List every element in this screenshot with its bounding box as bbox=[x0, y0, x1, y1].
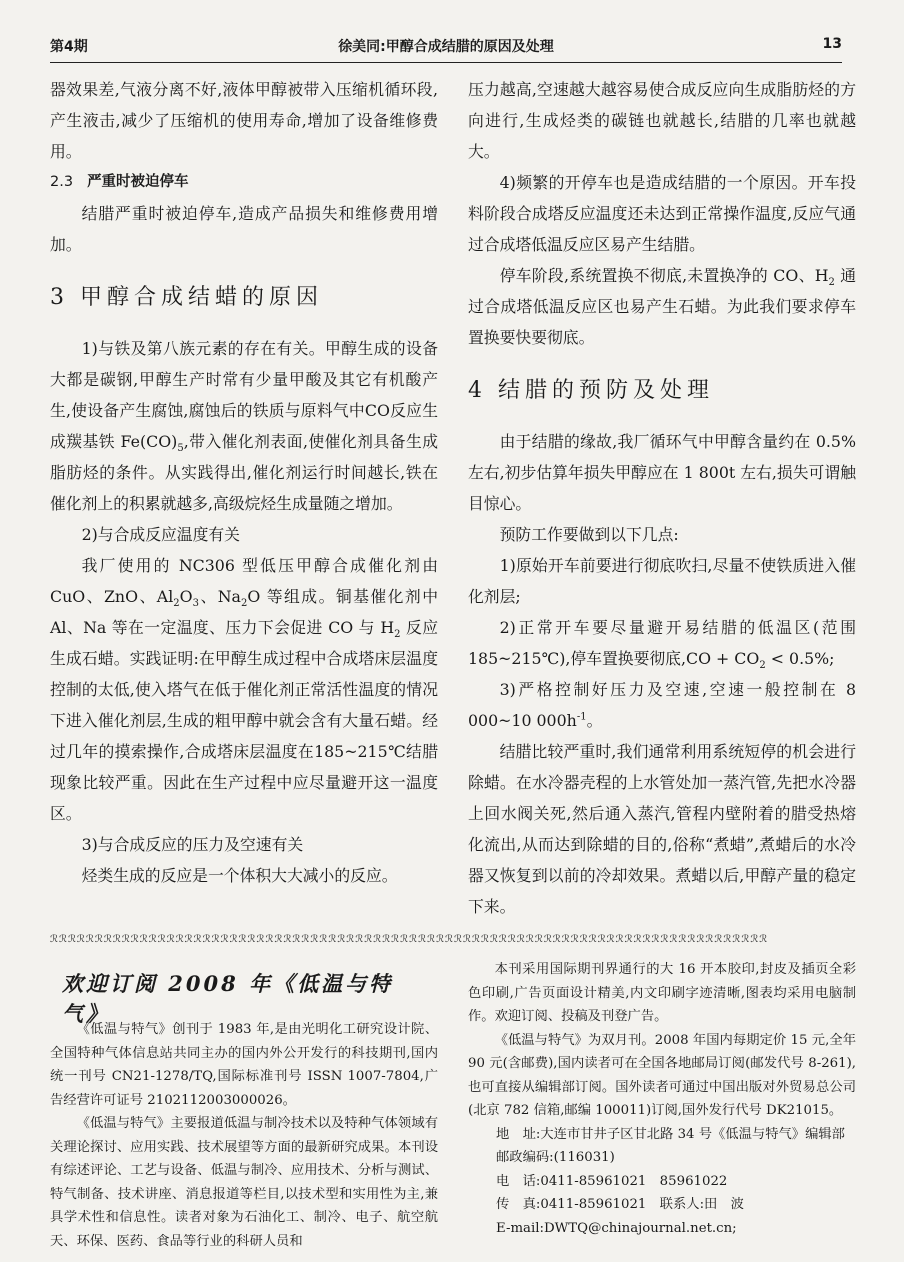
right-column bbox=[468, 74, 856, 922]
list-item: 4)频繁的开停车也是造成结腊的一个原因。开车投料阶段合成塔反应温度还未达到正常操作温度,反应气通过合成塔低温反应区易产生结腊。 bbox=[468, 173, 856, 254]
subsection-number: 2.3 bbox=[50, 174, 74, 190]
paragraph: 结腊严重时被迫停车,造成产品损失和维修费用增加。 bbox=[50, 204, 438, 254]
list-item: 1)原始开车前要进行彻底吹扫,尽量不使铁质进入催化剂层; bbox=[468, 556, 856, 606]
ad-right-column bbox=[468, 958, 856, 1240]
running-title: 徐美同:甲醇合成结腊的原因及处理 bbox=[338, 39, 554, 55]
subsection-title: 严重时被迫停车 bbox=[87, 174, 189, 190]
list-item: 2)与合成反应温度有关 bbox=[81, 525, 240, 544]
paragraph: 由于结腊的缘故,我厂循环气中甲醇含量约在 0.5%左右,初步估算年损失甲醇应在 1 800t 左右,损失可谓触目惊心。 bbox=[468, 432, 856, 513]
running-header bbox=[50, 36, 842, 60]
ad-paragraph: 本刊采用国际期刊界通行的大 16 开本胶印,封皮及插页全彩色印刷,广告页面设计精美,内文印刷字迹清晰,图表均采用电脑制作。欢迎订阅、投稿及刊登广告。 bbox=[468, 962, 856, 1024]
contact-phone: 电 话:0411-85961021 85961022 bbox=[496, 1173, 728, 1189]
paragraph: 预防工作要做到以下几点: bbox=[499, 525, 679, 544]
header-rule bbox=[50, 62, 842, 63]
section-title: 甲醇合成结蜡的原因 bbox=[80, 285, 324, 310]
ad-paragraph: 《低温与特气》为双月刊。2008 年国内每期定价 15 元,全年 90 元(含邮费),国内读者可在全国各地邮局订阅(邮发代号 8-261),也可直接从编辑部订阅。国外读者可通过中国出版对外贸易总公司(北京 782 信箱,邮编 100011)订阅,国外发行代号 DK21015。 bbox=[468, 1032, 856, 1118]
list-item: 2)正常开车要尽量避开易结腊的低温区(范围 185~215℃),停车置换要彻底$,CO + CO_2 < 0.5\%$; bbox=[468, 618, 856, 672]
issue-label: 第4期 bbox=[50, 39, 88, 55]
paragraph: 结腊比较严重时,我们通常利用系统短停的机会进行除蜡。在水冷器壳程的上水管处加一蒸汽管,先把水冷器上回水阀关死,然后通入蒸汽,管程内壁附着的腊受热熔化流出,从而达到除蜡的目的,俗称“煮蜡”,煮蜡后的水冷器又恢复到以前的冷却效果。煮蜡以后,甲醇产量的稳定下来。 bbox=[468, 742, 856, 916]
list-item: 3)严格控制好压力及空速,空速一般控制在 8 000~10 $000h^{-1}$。 bbox=[468, 680, 856, 730]
section-number: 3 bbox=[50, 285, 64, 310]
ad-left-column bbox=[50, 1018, 438, 1253]
ad-title: 欢迎订阅 2008 年《低温与特气》 bbox=[62, 971, 394, 1026]
section-heading bbox=[468, 375, 856, 406]
ad-paragraph: 《低温与特气》创刊于 1983 年,是由光明化工研究设计院、全国特种气体信息站共同主办的国内外公开发行的科技期刊,国内统一刊号 CN21-1278/TQ,国际标准刊号 ISSN 1007-7804,广告经营许可证号 2102112003000026。 bbox=[50, 1022, 438, 1108]
ad-paragraph: 《低温与特气》主要报道低温与制冷技术以及特种气体领域有关理论探讨、应用实践、技术展望等方面的最新研究成果。本刊设有综述评论、工艺与设备、低温与制冷、应用技术、分析与测试、特气制备、技术讲座、消息报道等栏目,以技术型和实用性为主,兼具学术性和信息性。读者对象为石油化工、制冷、电子、航空航天、环保、医药、食品等行业的科研人员和 bbox=[50, 1116, 438, 1249]
section-heading bbox=[50, 282, 438, 313]
page-number: 13 bbox=[822, 36, 842, 52]
contact-address: 地 址:大连市甘井子区甘北路 34 号《低温与特气》编辑部 bbox=[496, 1126, 845, 1142]
paragraph: 烃类生成的反应是一个体积大大减小的反应。 bbox=[81, 866, 398, 885]
paragraph: 我厂使用的 NC306 型低压甲醇合成催化剂由 CuO、ZnO、$Al_2O_3$、$Na_2O$ 等组成。铜基催化剂中 Al、Na 等在一定温度、压力下会促进 CO 与 $H_2$ 反应生成石蜡。实践证明:在甲醇生成过程中合成塔床层温度控制的太低,使入塔气在低于催化剂正常活性温度的情况下进入催化剂层,生成的粗甲醇中就会含有大量石蜡。经过几年的摸索操作,合成塔床层温度在185~215℃结腊现象比较严重。因此在生产过程中应尽量避开这一温度区。 bbox=[50, 556, 438, 823]
subsection-heading bbox=[50, 167, 438, 198]
paragraph: 器效果差,气液分离不好,液体甲醇被带入压缩机循环段,产生液击,减少了压缩机的使用寿命,增加了设备维修费用。 bbox=[50, 80, 438, 161]
paragraph: 压力越高,空速越大越容易使合成反应向生成脂肪烃的方向进行,生成烃类的碳链也就越长,结腊的几率也就越大。 bbox=[468, 80, 856, 161]
ornamental-divider: ℛℛℛℛℛℛℛℛℛℛℛℛℛℛℛℛℛℛℛℛℛℛℛℛℛℛℛℛℛℛℛℛℛℛℛℛℛℛℛℛℛℛℛℛℛℛℛℛℛℛℛℛℛℛℛℛℛℛℛℛℛℛℛℛℛℛℛℛℛℛℛℛℛℛℛℛℛℛℛℛ bbox=[50, 934, 769, 945]
list-item: 3)与合成反应的压力及空速有关 bbox=[81, 835, 304, 854]
section-number: 4 bbox=[468, 378, 482, 403]
paragraph: 1)与铁及第八族元素的存在有关。甲醇生成的设备大都是碳钢,甲醇生产时常有少量甲酸及其它有机酸产生,使设备产生腐蚀,腐蚀后的铁质与原料气中CO反应生成羰基铁 $Fe(CO)_5$,带入催化剂表面,使催化剂具备生成脂肪烃的条件。从实践得出,催化剂运行时间越长,铁在催化剂上的积累就越多,高级烷烃生成量随之增加。 bbox=[50, 339, 438, 513]
paragraph: 停车阶段,系统置换不彻底,未置换净的 CO、$H_2$ 通过合成塔低温反应区也易产生石蜡。为此我们要求停车置换要快要彻底。 bbox=[468, 266, 856, 347]
contact-zip: 邮政编码:(116031) bbox=[496, 1150, 615, 1165]
left-column bbox=[50, 74, 438, 891]
section-title: 结腊的预防及处理 bbox=[498, 378, 715, 403]
contact-fax: 传 真:0411-85961021 联系人:田 波 bbox=[496, 1197, 744, 1212]
contact-email: E-mail:DWTQ@chinajournal.net.cn; bbox=[496, 1220, 737, 1236]
